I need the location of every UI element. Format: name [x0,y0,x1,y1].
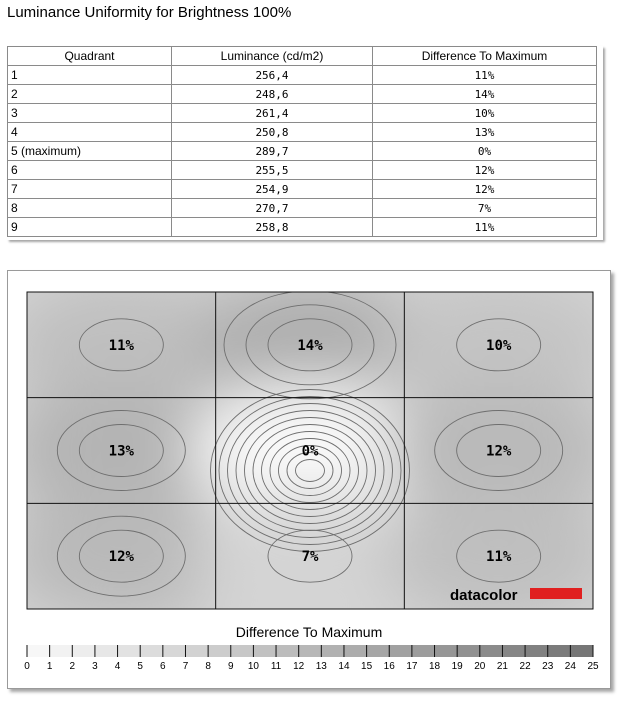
header-quadrant: Quadrant [8,47,172,66]
quadrant-value-label: 0% [301,443,319,460]
scale-swatch [50,645,73,657]
scale-tick-label: 25 [587,661,599,672]
luminance-table-container [7,46,603,240]
quadrant-cell: 9 [8,218,172,237]
scale-swatch [525,645,548,657]
scale-swatch [299,645,322,657]
scale-tick-label: 6 [160,661,166,672]
table-row [8,180,597,199]
datacolor-logo-bar [530,588,582,599]
quadrant-cell: 4 [8,123,172,142]
scale-tick-label: 8 [205,661,211,672]
scale-tick-label: 12 [293,661,305,672]
table-row [8,161,597,180]
page-title: Luminance Uniformity for Brightness 100% [7,4,292,21]
color-scale [24,645,599,672]
scale-swatch [548,645,571,657]
scale-swatch [480,645,503,657]
scale-swatch [389,645,412,657]
quadrant-cell: 1 [8,66,172,85]
scale-tick-label: 4 [114,661,121,672]
header-luminance: Luminance (cd/m2) [172,47,373,66]
scale-swatch [185,645,208,657]
scale-tick-label: 15 [361,661,373,672]
difference-cell: 14% [373,85,597,104]
quadrant-value-label: 12% [108,549,134,566]
scale-swatch [412,645,435,657]
table-row [8,199,597,218]
luminance-cell: 270,7 [172,199,373,218]
scale-tick-label: 20 [474,661,486,672]
difference-cell: 13% [373,123,597,142]
scale-tick-label: 16 [383,661,395,672]
scale-swatch [253,645,276,657]
scale-tick-label: 21 [496,661,509,672]
luminance-cell: 255,5 [172,161,373,180]
luminance-cell: 289,7 [172,142,373,161]
scale-tick-label: 14 [338,661,350,672]
scale-swatch [367,645,390,657]
difference-cell: 12% [373,161,597,180]
luminance-table [7,46,597,237]
scale-swatch [27,645,50,657]
uniformity-heatmap [8,271,610,688]
scale-swatch [276,645,299,657]
scale-swatch [163,645,186,657]
header-difference: Difference To Maximum [373,47,597,66]
difference-cell: 11% [373,66,597,85]
table-row [8,123,597,142]
table-row [8,85,597,104]
scale-swatch [321,645,344,657]
quadrant-value-label: 12% [486,443,512,460]
quadrant-value-label: 10% [486,337,512,354]
luminance-cell: 250,8 [172,123,373,142]
scale-swatch [208,645,231,657]
quadrant-value-label: 14% [297,337,323,354]
quadrant-cell: 6 [8,161,172,180]
scale-tick-label: 5 [137,661,143,672]
quadrant-cell: 5 (maximum) [8,142,172,161]
quadrant-value-label: 13% [108,443,134,460]
scale-swatch [118,645,141,657]
scale-tick-label: 24 [564,661,576,672]
scale-swatch [570,645,593,657]
scale-swatch [502,645,525,657]
scale-tick-label: 3 [92,661,98,672]
quadrant-value-label: 11% [108,337,134,354]
scale-tick-label: 13 [315,661,327,672]
scale-tick-label: 19 [451,661,463,672]
scale-swatch [344,645,367,657]
table-row [8,66,597,85]
scale-tick-label: 0 [24,661,30,672]
difference-cell: 11% [373,218,597,237]
difference-cell: 12% [373,180,597,199]
scale-tick-label: 23 [542,661,554,672]
scale-tick-label: 18 [428,661,441,672]
scale-swatch [140,645,163,657]
scale-swatch [231,645,254,657]
table-row [8,218,597,237]
quadrant-value-label: 11% [486,549,512,566]
scale-swatch [457,645,480,657]
quadrant-cell: 3 [8,104,172,123]
scale-tick-label: 1 [46,661,53,672]
quadrant-cell: 2 [8,85,172,104]
difference-cell: 7% [373,199,597,218]
luminance-cell: 256,4 [172,66,373,85]
luminance-cell: 258,8 [172,218,373,237]
quadrant-value-label: 7% [301,549,319,566]
scale-title: Difference To Maximum [235,624,383,640]
scale-tick-label: 7 [182,661,189,672]
difference-cell: 0% [373,142,597,161]
difference-cell: 10% [373,104,597,123]
table-row [8,142,597,161]
scale-tick-label: 10 [247,661,259,672]
luminance-cell: 254,9 [172,180,373,199]
datacolor-logo-text: datacolor [450,587,518,604]
scale-swatch [95,645,118,657]
scale-tick-label: 22 [519,661,531,672]
scale-swatch [435,645,458,657]
quadrant-cell: 7 [8,180,172,199]
luminance-cell: 248,6 [172,85,373,104]
quadrant-cell: 8 [8,199,172,218]
scale-tick-label: 17 [406,661,418,672]
scale-tick-label: 9 [227,661,234,672]
table-row [8,104,597,123]
scale-tick-label: 11 [270,661,282,672]
scale-swatch [72,645,95,657]
luminance-cell: 261,4 [172,104,373,123]
scale-tick-label: 2 [69,661,76,672]
table-header-row [8,47,597,66]
uniformity-chart-panel [7,270,611,689]
